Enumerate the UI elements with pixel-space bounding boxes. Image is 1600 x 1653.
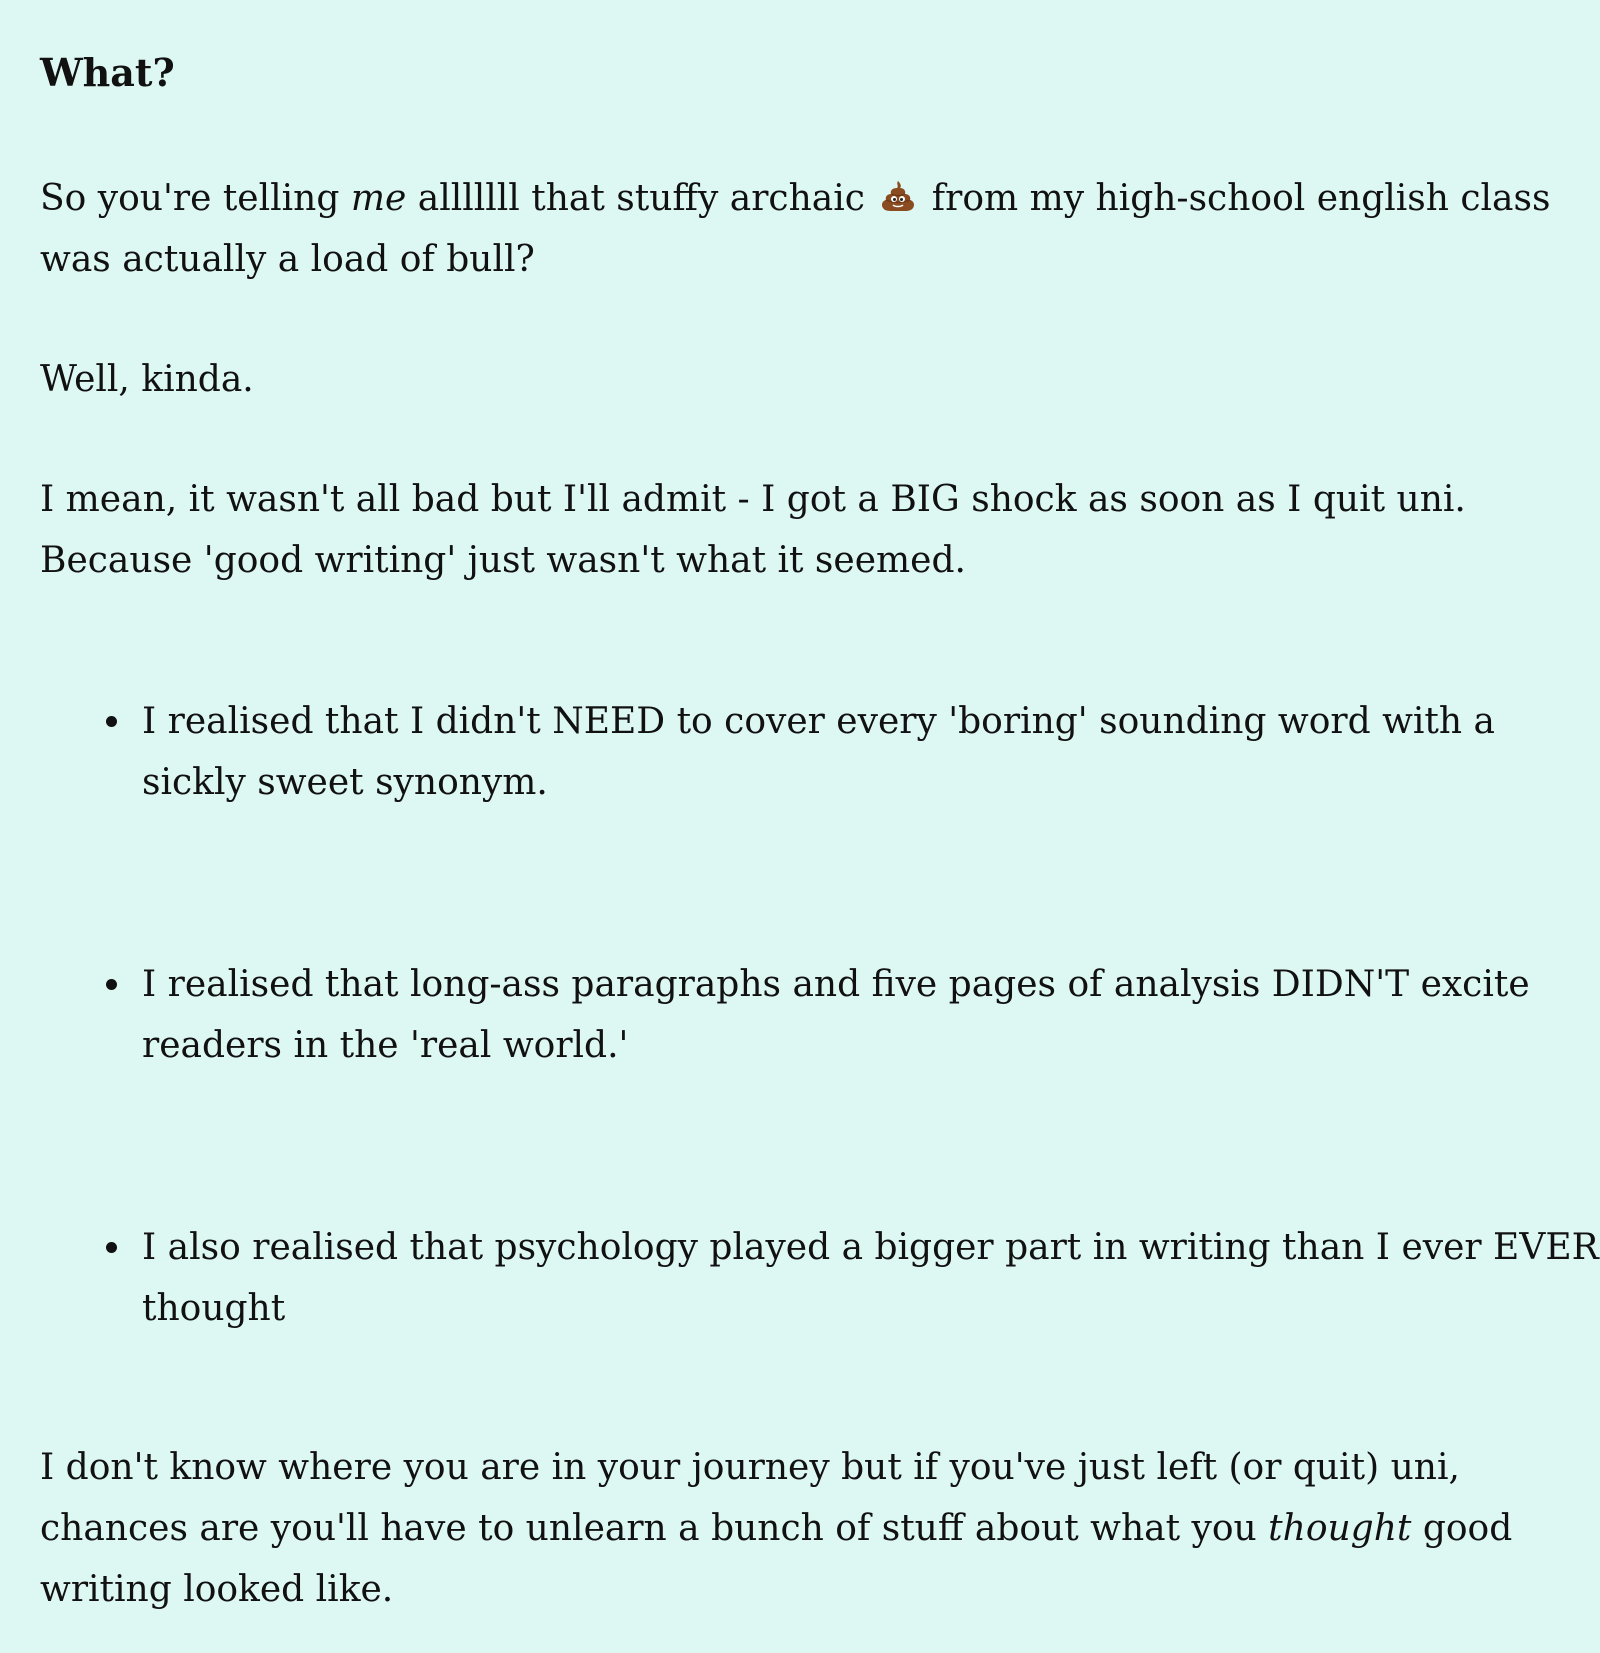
section-heading: What? (40, 50, 175, 95)
closing-paragraph (40, 1437, 1570, 1620)
kinda-paragraph: Well, kinda. (40, 359, 254, 400)
list-item (40, 1217, 1600, 1339)
closing-text-end: good writing looked like. (40, 1508, 1513, 1610)
admission-paragraph: I mean, it wasn't all bad but I'll admit - I got a BIG shock as soon as I quit uni. Because 'good writing' just wasn't what it seemed. (40, 479, 1466, 581)
list-item-text: I also realised that psychology played a bigger part in writing than I ever EVER thought (142, 1227, 1599, 1329)
closing-text-start: I don't know where you are in your journey but if you've just left (or quit) uni, chances are you'll have to unlearn a bunch of stuff about what you (40, 1447, 1460, 1549)
intro-text-start: So you're telling (40, 178, 351, 219)
intro-text-middle: alllllll that stuffy archaic (406, 178, 877, 219)
bullet-icon (106, 979, 117, 990)
bullet-icon (106, 1242, 117, 1253)
intro-emphasis: me (350, 178, 407, 219)
list-item-text: I realised that long-ass paragraphs and five pages of analysis DIDN'T excite readers in the 'real world.' (142, 964, 1530, 1066)
list-item (40, 954, 1600, 1076)
intro-paragraph (40, 168, 1570, 290)
list-item (40, 691, 1600, 813)
bullet-icon (106, 716, 117, 727)
closing-emphasis: thought (1268, 1508, 1412, 1549)
poop-emoji-icon (880, 178, 916, 214)
list-item-text: I realised that I didn't NEED to cover every 'boring' sounding word with a sickly sweet synonym. (142, 701, 1495, 803)
realisations-list (40, 691, 1600, 1339)
intro-text-end: from my high-school english class was actually a load of bull? (40, 178, 1551, 280)
